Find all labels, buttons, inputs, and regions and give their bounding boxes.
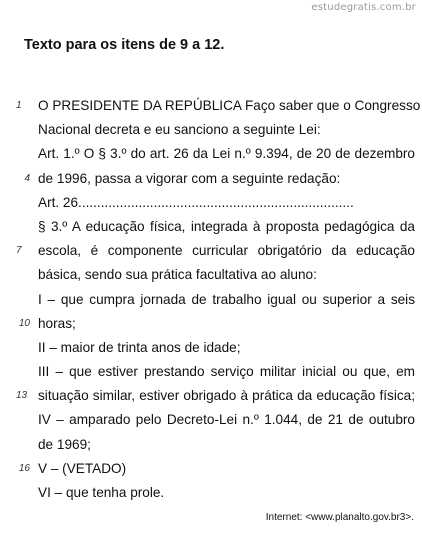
text-line xyxy=(38,481,415,505)
text-line xyxy=(38,142,415,166)
line-text: situação similar, estiver obrigado à prática da educação física; xyxy=(38,388,415,404)
line-text: § 3.º A educação física, integrada à proposta pedagógica da xyxy=(38,218,415,234)
line-number: 4 xyxy=(24,172,30,184)
line-text: básica, sendo sua prática facultativa ao aluno: xyxy=(38,267,317,283)
line-number: 10 xyxy=(18,317,30,329)
text-line xyxy=(16,239,415,263)
line-text: Nacional decreta e eu sanciono a seguinte Lei: xyxy=(38,122,321,138)
text-line xyxy=(38,336,415,360)
text-line xyxy=(38,408,415,432)
line-number: 1 xyxy=(16,100,22,111)
line-number: 7 xyxy=(16,245,22,257)
line-text: de 1969; xyxy=(38,436,91,452)
text-line xyxy=(18,457,415,481)
text-line xyxy=(16,94,421,118)
line-text: Art. 26......................................................................... xyxy=(38,194,354,210)
text-line xyxy=(38,360,415,384)
line-text: II – maior de trinta anos de idade; xyxy=(38,339,241,355)
line-text: horas; xyxy=(38,315,76,331)
line-text: O PRESIDENTE DA REPÚBLICA Faço saber que o Congresso xyxy=(38,98,421,113)
line-number: 16 xyxy=(18,462,30,474)
source-citation: Internet: <www.planalto.gov.br3>. xyxy=(265,512,414,523)
line-text: I – que cumpra jornada de trabalho igual ou superior a seis xyxy=(38,291,415,307)
text-line xyxy=(16,384,415,408)
line-text: escola, é componente curricular obrigatório da educação xyxy=(38,243,415,259)
line-number: 13 xyxy=(16,390,28,402)
text-line xyxy=(38,433,415,457)
line-text: VI – que tenha prole. xyxy=(38,485,165,500)
question-heading: Texto para os itens de 9 a 12. xyxy=(24,37,225,53)
text-line xyxy=(38,263,415,287)
text-line xyxy=(18,312,415,336)
law-text-body xyxy=(16,94,421,505)
line-text: Art. 1.º O § 3.º do art. 26 da Lei n.º 9.394, de 20 de dezembro xyxy=(38,146,415,162)
text-line xyxy=(38,288,415,312)
line-text: IV – amparado pelo Decreto-Lei n.º 1.044, de 21 de outubro xyxy=(38,412,415,428)
line-text: III – que estiver prestando serviço militar inicial ou que, em xyxy=(38,364,415,380)
text-line xyxy=(38,191,415,215)
text-line xyxy=(24,167,415,191)
text-line xyxy=(38,215,415,239)
line-text: V – (VETADO) xyxy=(38,460,127,476)
line-text: de 1996, passa a vigorar com a seguinte redação: xyxy=(38,170,341,186)
text-line xyxy=(38,118,415,142)
site-watermark: estudegratis.com.br xyxy=(311,2,416,13)
